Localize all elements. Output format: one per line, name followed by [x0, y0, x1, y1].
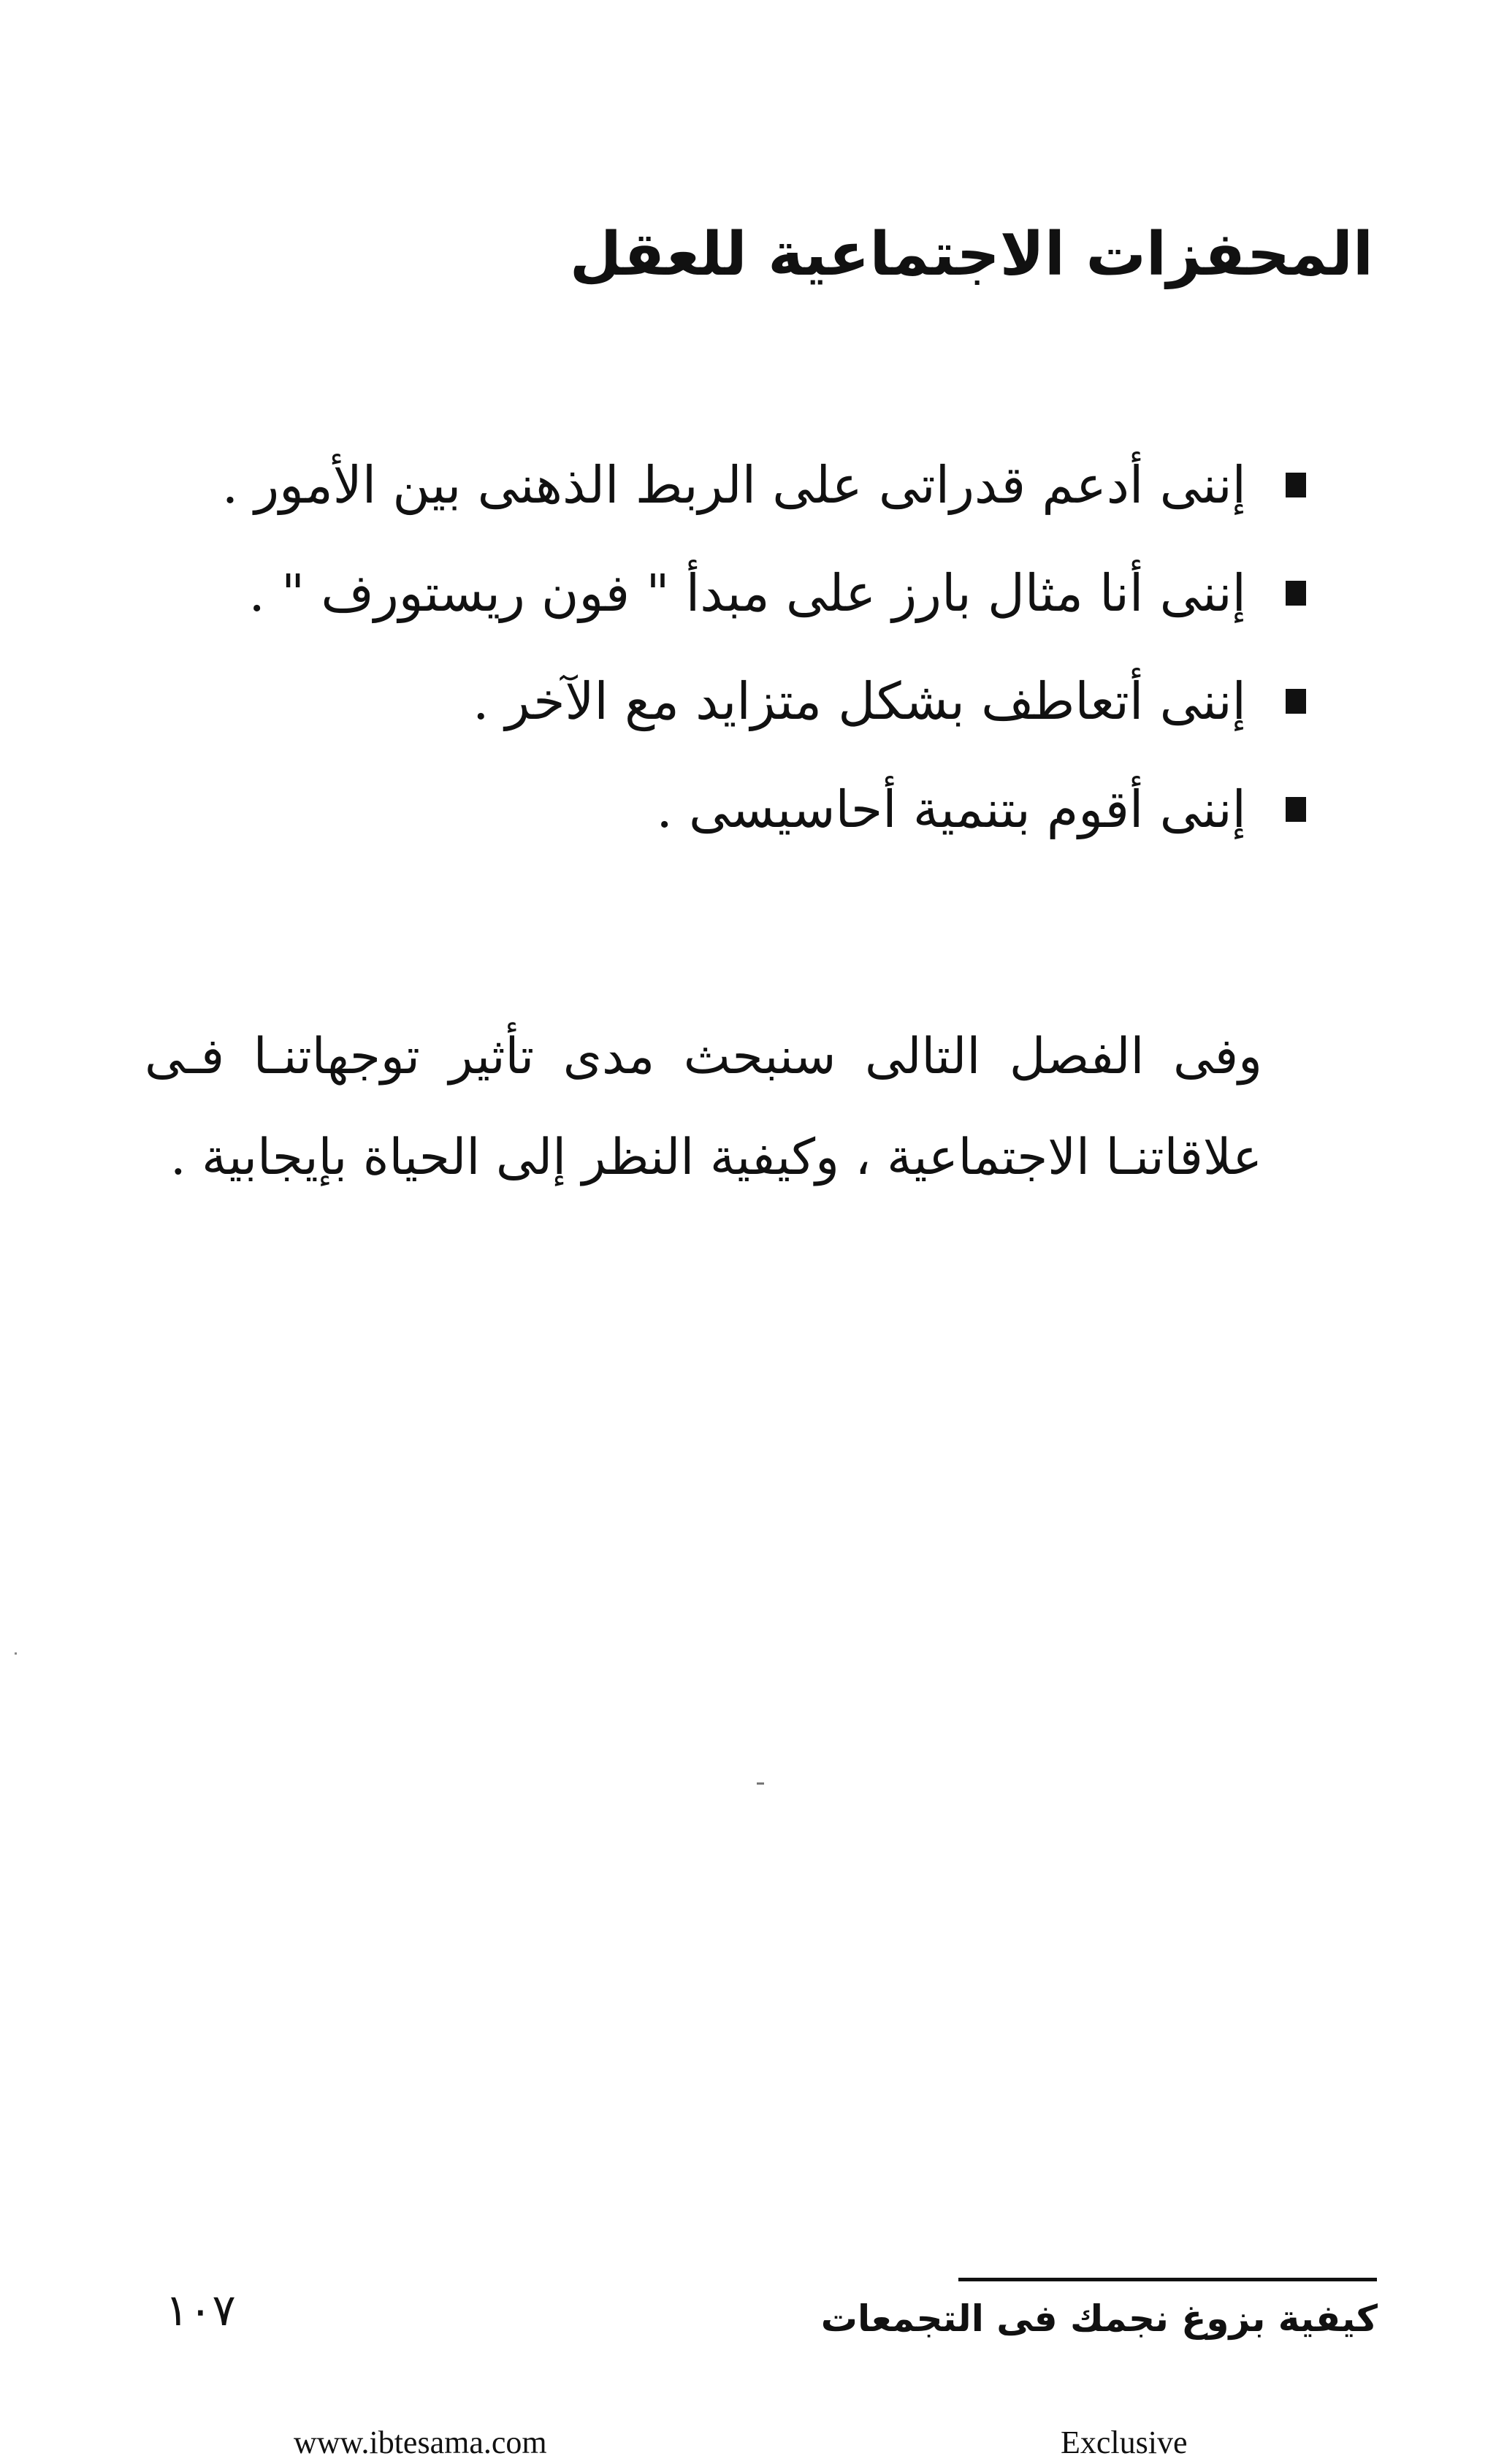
square-bullet-icon — [1286, 797, 1306, 822]
list-item — [222, 539, 1306, 647]
section-heading: المحفزات الاجتماعية للعقل — [569, 220, 1373, 289]
list-item-text: إننى أتعاطف بشكل متزايد مع الآخر . — [473, 671, 1246, 731]
square-bullet-icon — [1286, 689, 1306, 714]
watermark-url: www.ibtesama.com — [294, 2425, 547, 2460]
list-item-text: إننى أدعم قدراتى على الربط الذهنى بين الأمور . — [221, 455, 1246, 515]
bullet-list — [222, 431, 1306, 863]
list-item-text: إننى أقوم بتنمية أحاسيسى . — [656, 779, 1246, 839]
watermark-exclusive: Exclusive — [1061, 2425, 1188, 2460]
page-number: ١٠٧ — [165, 2285, 236, 2336]
scan-speck — [15, 1652, 17, 1655]
square-bullet-icon — [1286, 473, 1306, 497]
list-item-text: إننى أنا مثال بارز على مبدأ " فون ريستورف " . — [248, 563, 1246, 623]
list-item — [222, 755, 1306, 863]
list-item — [222, 431, 1306, 539]
scan-speck — [757, 1782, 764, 1785]
square-bullet-icon — [1286, 581, 1306, 606]
list-item — [222, 647, 1306, 755]
body-paragraph: وفى الفصل التالى سنبحث مدى تأثير توجهاتنـا فـى علاقاتنـا الاجتماعية ، وكيفية النظر إلى الحياة بإيجابية . — [145, 1028, 1262, 1186]
footer-divider — [958, 2278, 1377, 2281]
running-footer-title: كيفية بزوغ نجمك فى التجمعات — [820, 2297, 1378, 2340]
